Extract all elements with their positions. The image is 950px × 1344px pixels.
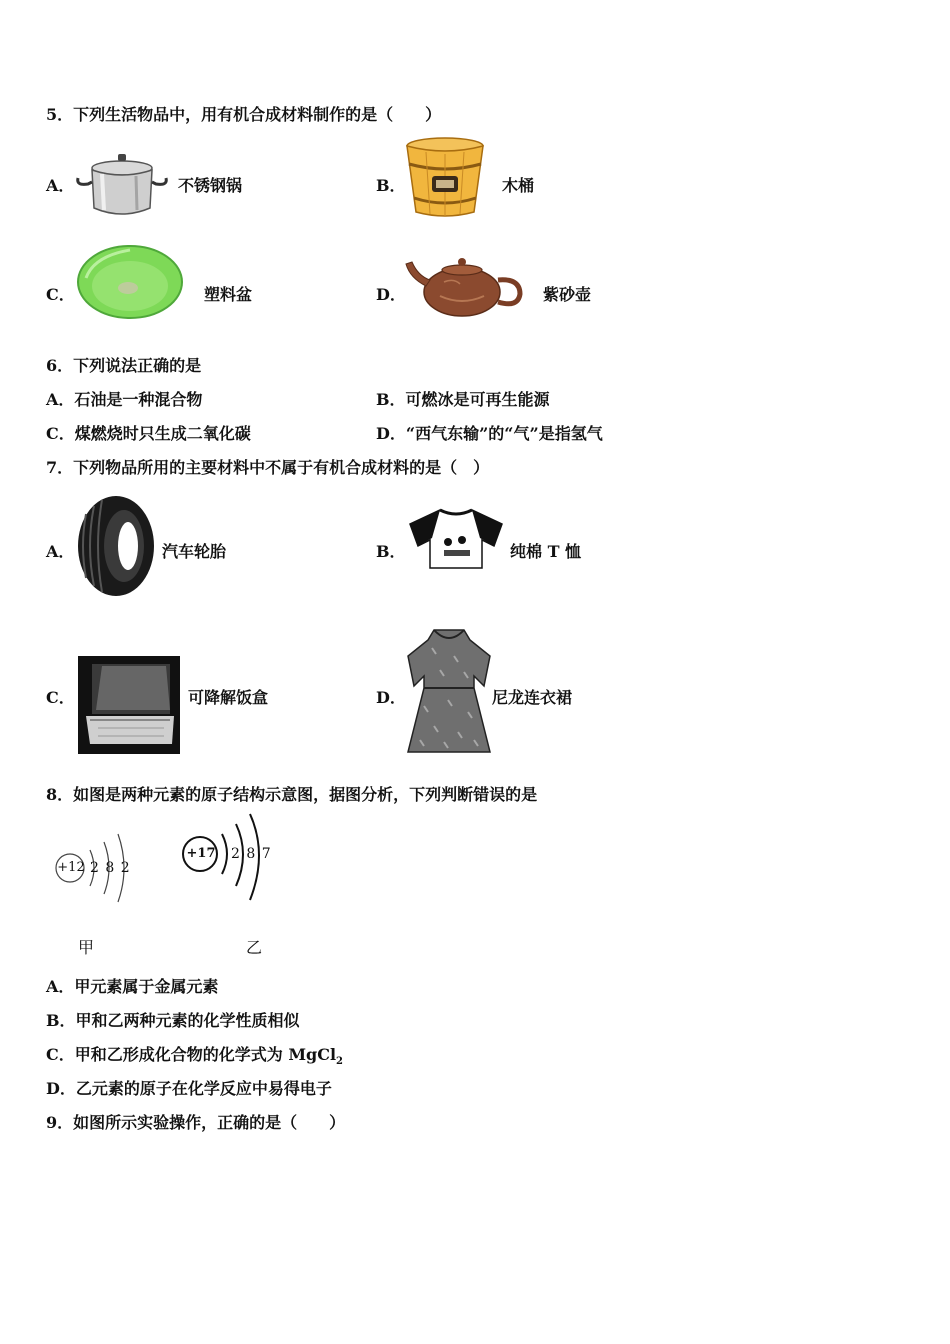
q8-option-a-letter: A．: [46, 977, 75, 996]
q8-option-c-subscript: 2: [336, 1056, 344, 1068]
q6-option-a-text: 石油是一种混合物: [74, 390, 203, 409]
q6-stem: 6．下列说法正确的是: [46, 356, 202, 375]
q7-option-d-text: 尼龙连衣裙: [492, 688, 573, 707]
nylon-dress-icon: [404, 626, 494, 756]
q8-option-b: [46, 1008, 300, 1031]
q6-option-b: [376, 387, 550, 410]
q7-option-c-letter: C．: [46, 688, 75, 707]
q8-option-a: [46, 974, 218, 997]
q7-option-b-text: 纯棉 T 恤: [510, 542, 582, 561]
q6-option-d-letter: D．: [376, 424, 406, 443]
q6-option-b-text: 可燃冰是可再生能源: [405, 390, 550, 409]
q7-stem: 7．下列物品所用的主要材料中不属于有机合成材料的是（ ）: [46, 458, 490, 477]
q8-option-c: [46, 1042, 343, 1067]
q5-option-a-text: 不锈钢锅: [178, 176, 243, 195]
q8-option-a-text: 甲元素属于金属元素: [74, 977, 219, 996]
q6-option-d-text: “西气东输”的“气”是指氢气: [405, 424, 603, 443]
clay-teapot-icon: [404, 248, 524, 320]
q8-stem: 8．如图是两种元素的原子结构示意图，据图分析，下列判断错误的是: [46, 785, 538, 804]
q6-option-c: [46, 421, 251, 444]
atom-diagram-jia: [50, 824, 140, 908]
atom-diagram-yi: [176, 810, 276, 908]
q7-option-a-letter: A．: [46, 542, 75, 561]
wooden-bucket-icon: [402, 136, 488, 220]
q7-option-a-text: 汽车轮胎: [162, 542, 227, 561]
q5-option-c-letter: C．: [46, 285, 75, 304]
cotton-tshirt-icon: [406, 506, 506, 570]
q6-option-c-text: 煤燃烧时只生成二氧化碳: [74, 424, 251, 443]
atom-yi-shells: 2 8 7: [231, 846, 272, 862]
q8-option-b-text: 甲和乙两种元素的化学性质相似: [75, 1011, 300, 1030]
atom-yi-nucleus: +17: [186, 846, 216, 861]
q5-option-b-text: 木桶: [502, 176, 535, 195]
q8-option-c-text: 甲和乙形成化合物的化学式为 MgCl: [74, 1045, 337, 1064]
lunchbox-icon: [78, 656, 180, 754]
car-tire-icon: [76, 494, 160, 598]
q6-option-d: [376, 421, 603, 444]
q6-option-b-letter: B．: [376, 390, 406, 409]
q5-option-a-letter: A．: [46, 176, 75, 195]
q8-option-d-letter: D．: [46, 1079, 76, 1098]
q6-option-c-letter: C．: [46, 424, 75, 443]
q8-option-d-text: 乙元素的原子在化学反应中易得电子: [75, 1079, 332, 1098]
atom-jia-shells: 2 8 2: [90, 860, 131, 876]
q9-stem: 9．如图所示实验操作，正确的是（ ）: [46, 1113, 346, 1132]
atom-jia-label: 甲: [78, 938, 95, 957]
stainless-pot-icon: [74, 148, 170, 222]
q8-option-d: [46, 1076, 332, 1099]
q7-option-b-letter: B．: [376, 542, 406, 561]
q7-option-d-letter: D．: [376, 688, 406, 707]
q5-stem: 5．下列生活物品中，用有机合成材料制作的是（ ）: [46, 105, 442, 124]
q5-option-d-letter: D．: [376, 285, 406, 304]
atom-yi-label: 乙: [246, 938, 263, 957]
q8-option-c-letter: C．: [46, 1045, 75, 1064]
q5-option-c-text: 塑料盆: [204, 285, 253, 304]
atom-jia-nucleus: +12: [57, 860, 85, 875]
q6-option-a-letter: A．: [46, 390, 75, 409]
q7-option-c-text: 可降解饭盒: [188, 688, 269, 707]
q5-option-b-letter: B．: [376, 176, 406, 195]
q5-option-d-text: 紫砂壶: [543, 285, 592, 304]
q8-option-b-letter: B．: [46, 1011, 76, 1030]
plastic-basin-icon: [74, 244, 186, 324]
q6-option-a: [46, 387, 202, 410]
